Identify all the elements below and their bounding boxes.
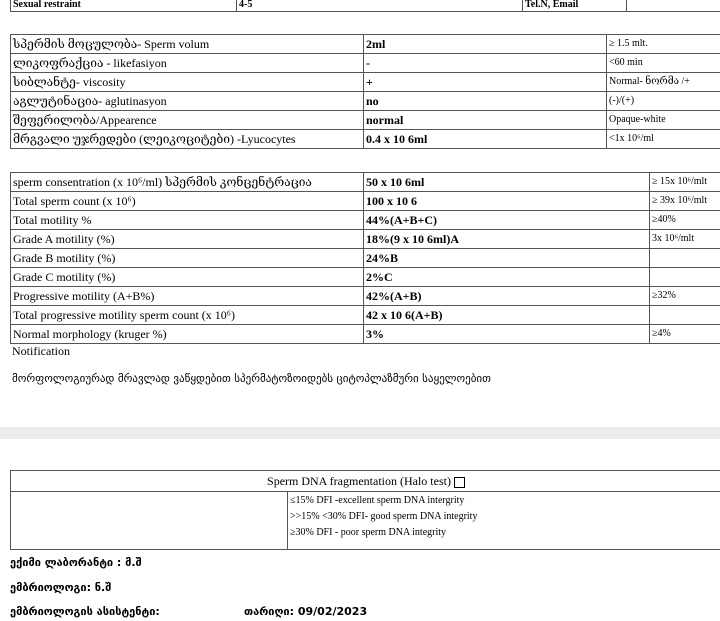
norm-cell: 3x 10⁶/mlt (650, 230, 720, 249)
parameter-cell: Progressive motility (A+B%) (11, 287, 364, 306)
sperm-count-row (11, 287, 720, 306)
sexual-restraint-value: 4-5 (237, 0, 523, 12)
report-date: თარიღი: 09/02/2023 (244, 605, 368, 618)
result-cell: 24%B (364, 249, 650, 268)
dna-divider (287, 492, 288, 549)
semen-property-row (11, 54, 720, 73)
semen-property-row (11, 130, 720, 149)
norm-cell: ≥ 1.5 mlt. (607, 35, 720, 54)
sexual-restraint-label: Sexual restraint (11, 0, 237, 12)
parameter-cell: Total progressive motility sperm count (x 10⁶) (11, 306, 364, 325)
sperm-count-row (11, 211, 720, 230)
parameter-cell: სიბლანტე- viscosity (11, 73, 364, 92)
parameter-cell: შეფერილობა/Appearence (11, 111, 364, 130)
parameter-cell: მრგვალი უჯრედები (ლეიკოციტები) -Lyucocytes (11, 130, 364, 149)
tel-email-label: Tel.N, Email (523, 0, 627, 12)
dna-line-excellent: ≤15% DFI -excellent sperm DNA intergrity (290, 495, 465, 506)
semen-property-row (11, 111, 720, 130)
result-cell: 44%(A+B+C) (364, 211, 650, 230)
parameter-cell: Grade A motility (%) (11, 230, 364, 249)
sperm-count-row (11, 192, 720, 211)
norm-cell: ≥4% (650, 325, 720, 344)
norm-cell: (-)/(+) (607, 92, 720, 111)
norm-cell: ≥ 39x 10⁶/mlt (650, 192, 720, 211)
parameter-cell: Grade C motility (%) (11, 268, 364, 287)
semen-property-row (11, 92, 720, 111)
norm-cell: Normal- ნორმა /+ (607, 73, 720, 92)
sperm-count-row (11, 325, 720, 344)
norm-cell: ≥32% (650, 287, 720, 306)
sperm-count-row (11, 173, 720, 192)
dna-line-poor: ≥30% DFI - poor sperm DNA integrity (290, 527, 447, 538)
result-cell: 50 x 10 6ml (364, 173, 650, 192)
sperm-count-row (11, 249, 720, 268)
result-cell: 42 x 10 6(A+B) (364, 306, 650, 325)
norm-cell (650, 249, 720, 268)
dna-checkbox[interactable] (454, 477, 465, 488)
section-separator (0, 427, 720, 439)
norm-cell: ≥ 15x 10⁶/mlt (650, 173, 720, 192)
norm-cell (650, 306, 720, 325)
result-cell: 3% (364, 325, 650, 344)
norm-cell: <60 min (607, 54, 720, 73)
sperm-count-row (11, 306, 720, 325)
result-cell: 2ml (364, 35, 607, 54)
norm-cell: ≥40% (650, 211, 720, 230)
dna-line-good: >>15% <30% DFI- good sperm DNA integrity (290, 511, 478, 522)
semen-property-row (11, 35, 720, 54)
dna-fragmentation-box (10, 470, 720, 550)
parameter-cell: აგლუტინაცია- aglutinasyon (11, 92, 364, 111)
result-cell: + (364, 73, 607, 92)
semen-property-row (11, 73, 720, 92)
parameter-cell: sperm consentration (x 10⁶/ml) სპერმის კონცენტრაცია (11, 173, 364, 192)
parameter-cell: Total sperm count (x 10⁶) (11, 192, 364, 211)
result-cell: 0.4 x 10 6ml (364, 130, 607, 149)
parameter-cell: ლიკოფრაქცია - likefasiyon (11, 54, 364, 73)
embryologist-assistant: ემბრიოლოგის ასისტენტი: (10, 605, 160, 618)
result-cell: - (364, 54, 607, 73)
result-cell: no (364, 92, 607, 111)
norm-cell: Opaque-white (607, 111, 720, 130)
sperm-count-table (10, 172, 720, 344)
parameter-cell: სპერმის მოცულობა- Sperm volum (11, 35, 364, 54)
sperm-count-row (11, 230, 720, 249)
dna-title-text: Sperm DNA fragmentation (Halo test) (267, 474, 451, 488)
embryologist: ემბრიოლოგი: ნ.შ (10, 581, 112, 594)
tel-email-value (627, 0, 720, 12)
norm-cell (650, 268, 720, 287)
lab-doctor: ექიმი ლაბორანტი : მ.შ (10, 556, 142, 569)
header-row-table (10, 0, 720, 12)
sperm-count-row (11, 268, 720, 287)
dna-title (11, 471, 720, 492)
parameter-cell: Normal morphology (kruger %) (11, 325, 364, 344)
parameter-cell: Total motility % (11, 211, 364, 230)
norm-cell: <1x 10⁶/ml (607, 130, 720, 149)
notification-text: მორფოლოგიურად მრავლად ვაწყდებით სპერმატოზოიდებს ციტოპლაზმური საყელოებით (12, 372, 491, 385)
notification-label: Notification (12, 344, 70, 358)
result-cell: 42%(A+B) (364, 287, 650, 306)
result-cell: 2%C (364, 268, 650, 287)
semen-properties-table (10, 34, 720, 149)
parameter-cell: Grade B motility (%) (11, 249, 364, 268)
result-cell: normal (364, 111, 607, 130)
result-cell: 100 x 10 6 (364, 192, 650, 211)
result-cell: 18%(9 x 10 6ml)A (364, 230, 650, 249)
